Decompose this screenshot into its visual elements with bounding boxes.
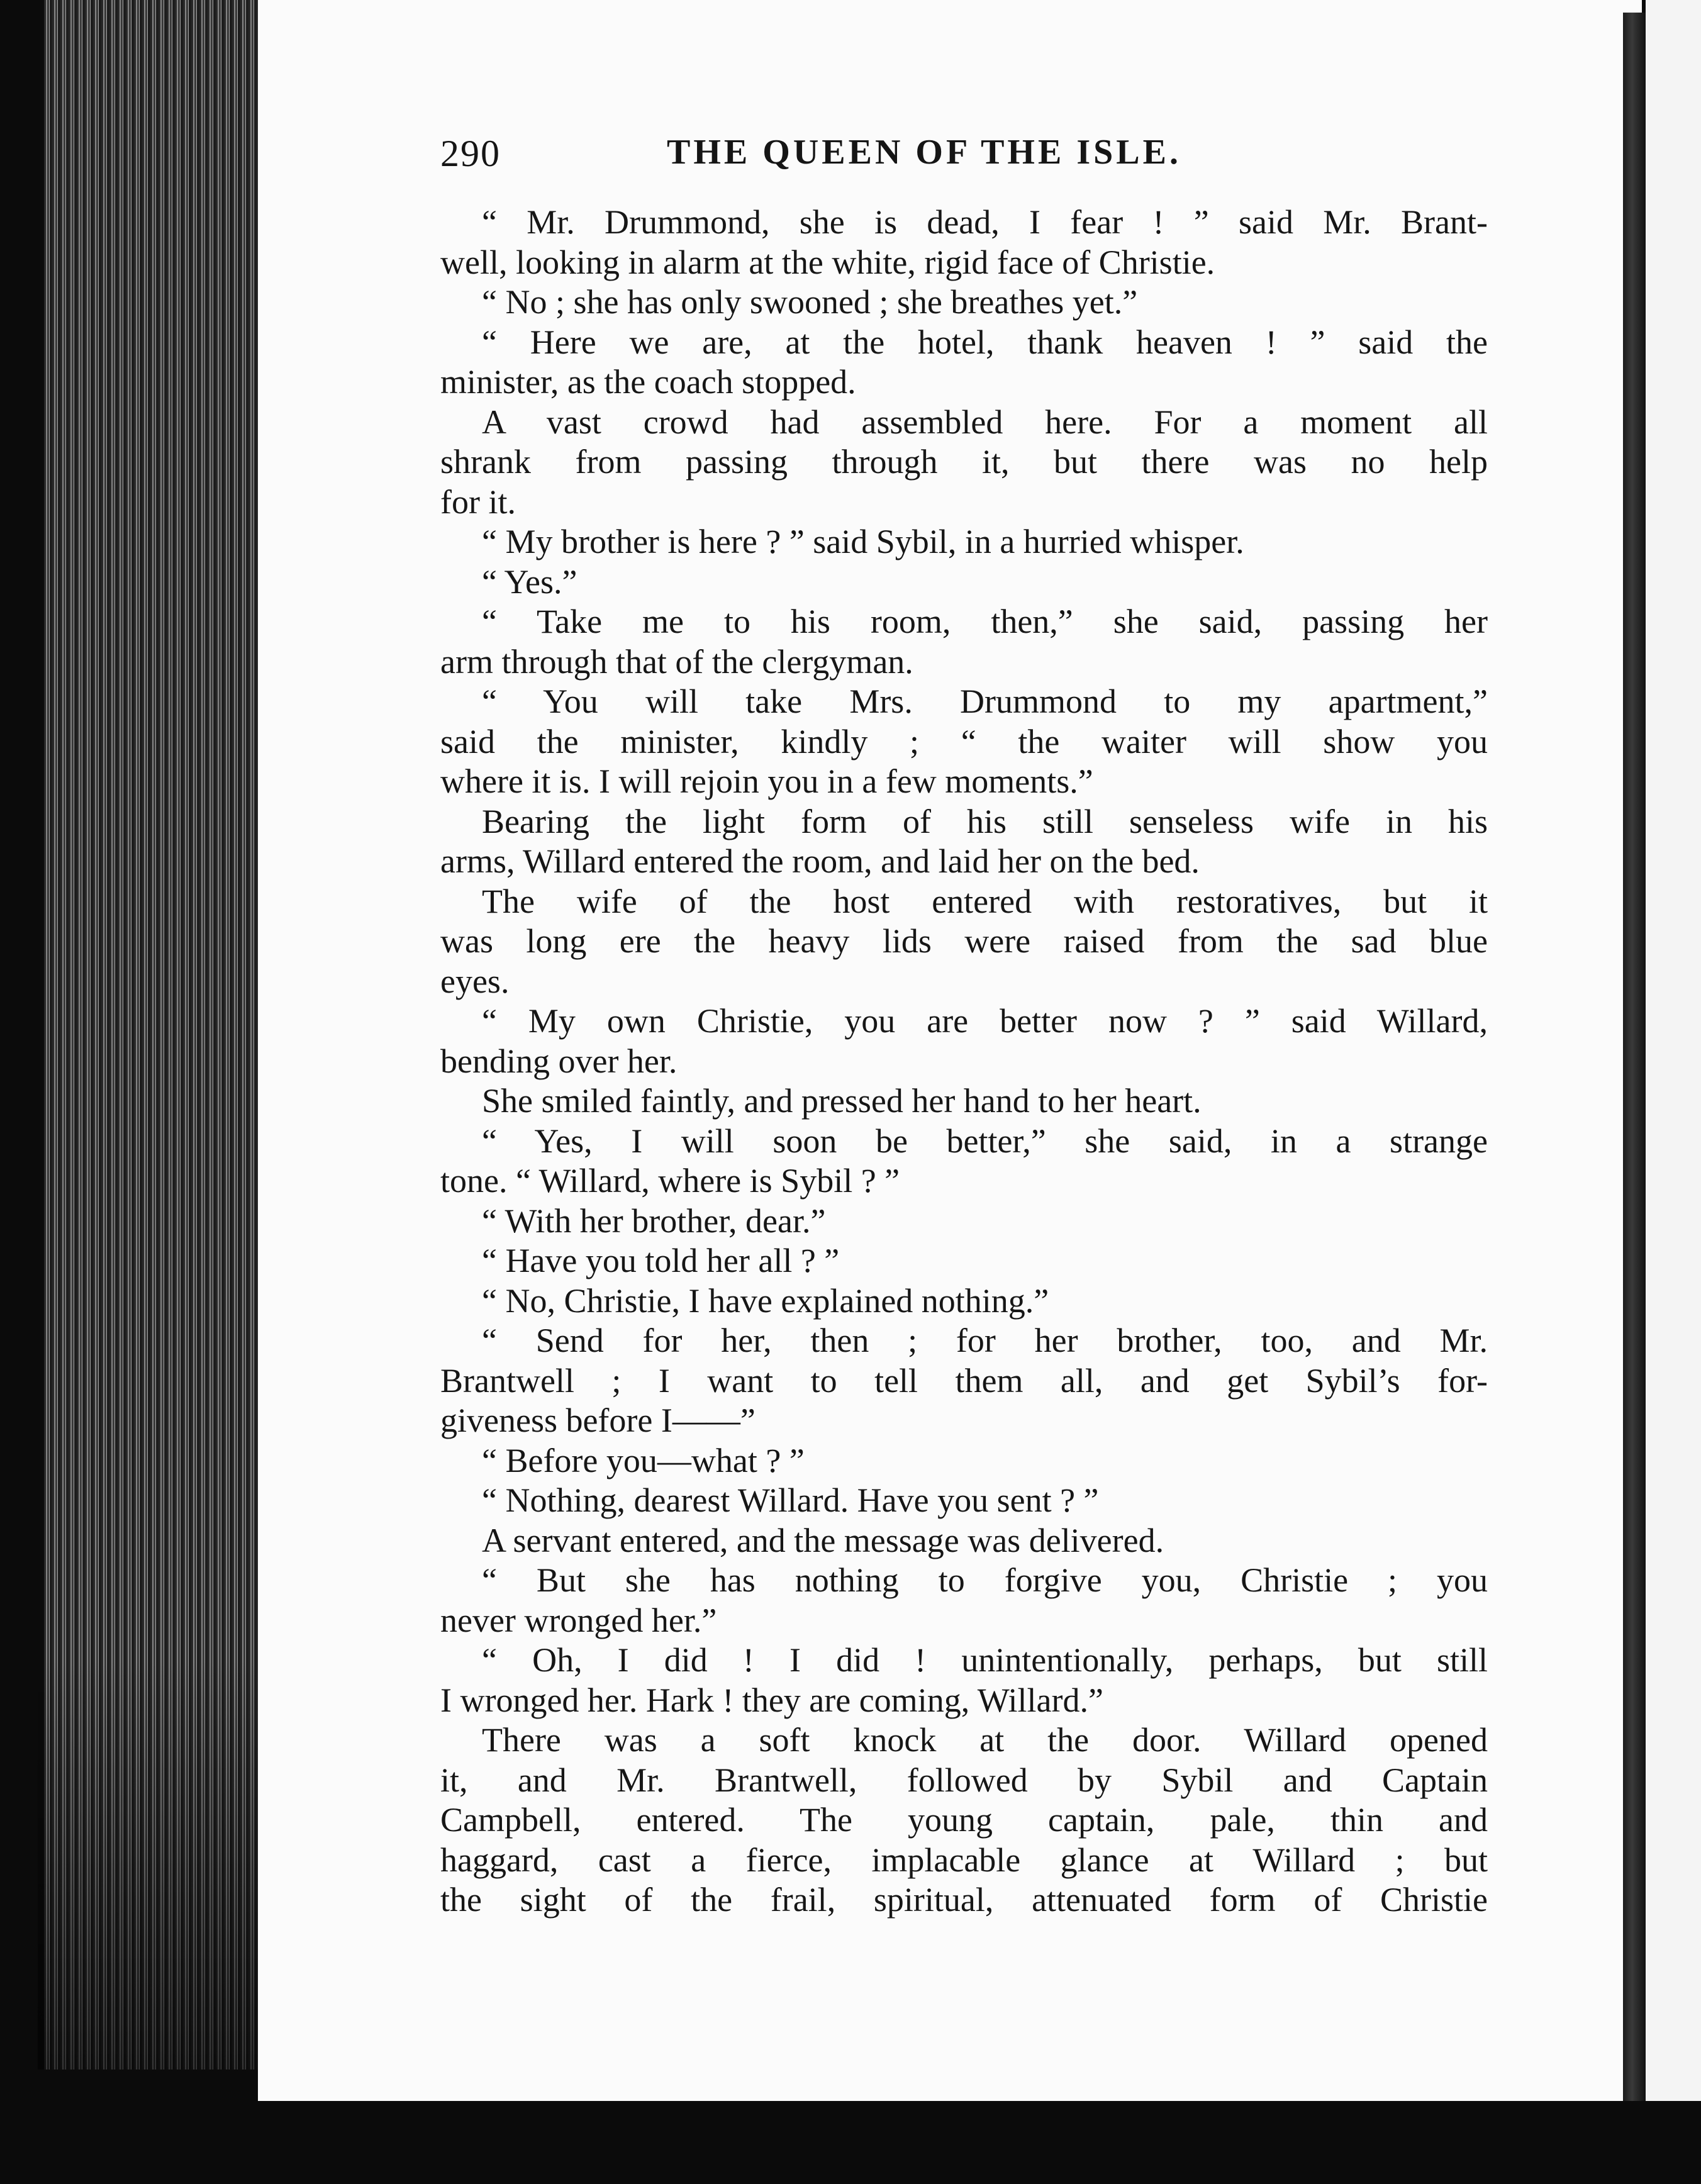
text-line: “ Oh, I did ! I did ! unintentionally, perhaps, but still (482, 1641, 1488, 1679)
text-line: Brantwell ; I want to tell them all, and get Sybil’s for- (440, 1361, 1488, 1400)
text-line: Bearing the light form of his still senseless wife in his (482, 802, 1488, 840)
text-line: “ With her brother, dear.” (482, 1201, 826, 1240)
text-line: giveness before I——” (440, 1401, 756, 1439)
text-line: tone. “ Willard, where is Sybil ? ” (440, 1162, 900, 1200)
text-line: There was a soft knock at the door. Willard opened (482, 1721, 1488, 1759)
text-line: “ No ; she has only swooned ; she breathes yet.” (482, 283, 1138, 321)
text-line: was long ere the heavy lids were raised from the sad blue (440, 922, 1488, 960)
text-line: A vast crowd had assembled here. For a moment all (482, 403, 1488, 441)
text-line: never wronged her.” (440, 1601, 717, 1639)
text-line: “ Yes.” (482, 562, 577, 601)
text-line: “ Here we are, at the hotel, thank heaven ! ” said the (482, 323, 1488, 361)
text-line: “ My brother is here ? ” said Sybil, in a hurried whisper. (482, 523, 1244, 560)
text-line: minister, as the coach stopped. (440, 363, 856, 401)
text-line: eyes. (440, 962, 510, 1000)
text-line: “ My own Christie, you are better now ? ” said Willard, (482, 1002, 1488, 1040)
text-line: arm through that of the clergyman. (440, 642, 913, 681)
facing-page-edge (1646, 0, 1701, 2101)
text-line: for it. (440, 482, 516, 521)
running-title: THE QUEEN OF THE ISLE. (667, 133, 1181, 172)
text-line: arms, Willard entered the room, and laid her on the bed. (440, 842, 1200, 880)
text-line: “ Mr. Drummond, she is dead, I fear ! ” said Mr. Brant- (482, 203, 1488, 241)
text-line: Campbell, entered. The young captain, pale, thin and (440, 1801, 1488, 1839)
page-edge-shadow (38, 0, 264, 2076)
page-number: 290 (440, 133, 501, 174)
text-line: the sight of the frail, spiritual, attenuated form of Christie (440, 1881, 1488, 1919)
text-line: “ Yes, I will soon be better,” she said, in a strange (482, 1122, 1488, 1160)
text-line: “ But she has nothing to forgive you, Christie ; you (482, 1561, 1488, 1599)
running-header (440, 126, 1264, 195)
text-line: “ You will take Mrs. Drummond to my apartment,” (482, 682, 1488, 720)
text-line: I wronged her. Hark ! they are coming, Willard.” (440, 1681, 1103, 1719)
text-line: “ Take me to his room, then,” she said, passing her (482, 603, 1488, 640)
text-line: “ No, Christie, I have explained nothing.” (482, 1281, 1049, 1320)
text-line: well, looking in alarm at the white, rigid face of Christie. (440, 243, 1215, 281)
text-line: “ Nothing, dearest Willard. Have you sent ? ” (482, 1481, 1099, 1519)
text-line: The wife of the host entered with restoratives, but it (482, 882, 1488, 920)
text-line: “ Send for her, then ; for her brother, too, and Mr. (482, 1322, 1488, 1359)
text-line: “ Have you told her all ? ” (482, 1242, 840, 1279)
text-line: She smiled faintly, and pressed her hand to her heart. (482, 1082, 1202, 1120)
text-line: “ Before you—what ? ” (482, 1441, 805, 1479)
book-gutter (1623, 13, 1646, 2101)
text-line: shrank from passing through it, but there was no help (440, 443, 1488, 481)
text-line: where it is. I will rejoin you in a few moments.” (440, 762, 1093, 800)
body-text (440, 203, 1488, 1920)
text-line: it, and Mr. Brantwell, followed by Sybil and Captain (440, 1761, 1488, 1799)
text-line: A servant entered, and the message was delivered. (482, 1521, 1164, 1559)
text-line: haggard, cast a fierce, implacable glance at Willard ; but (440, 1841, 1488, 1879)
text-line: said the minister, kindly ; “ the waiter will show you (440, 722, 1488, 760)
text-line: bending over her. (440, 1042, 678, 1080)
